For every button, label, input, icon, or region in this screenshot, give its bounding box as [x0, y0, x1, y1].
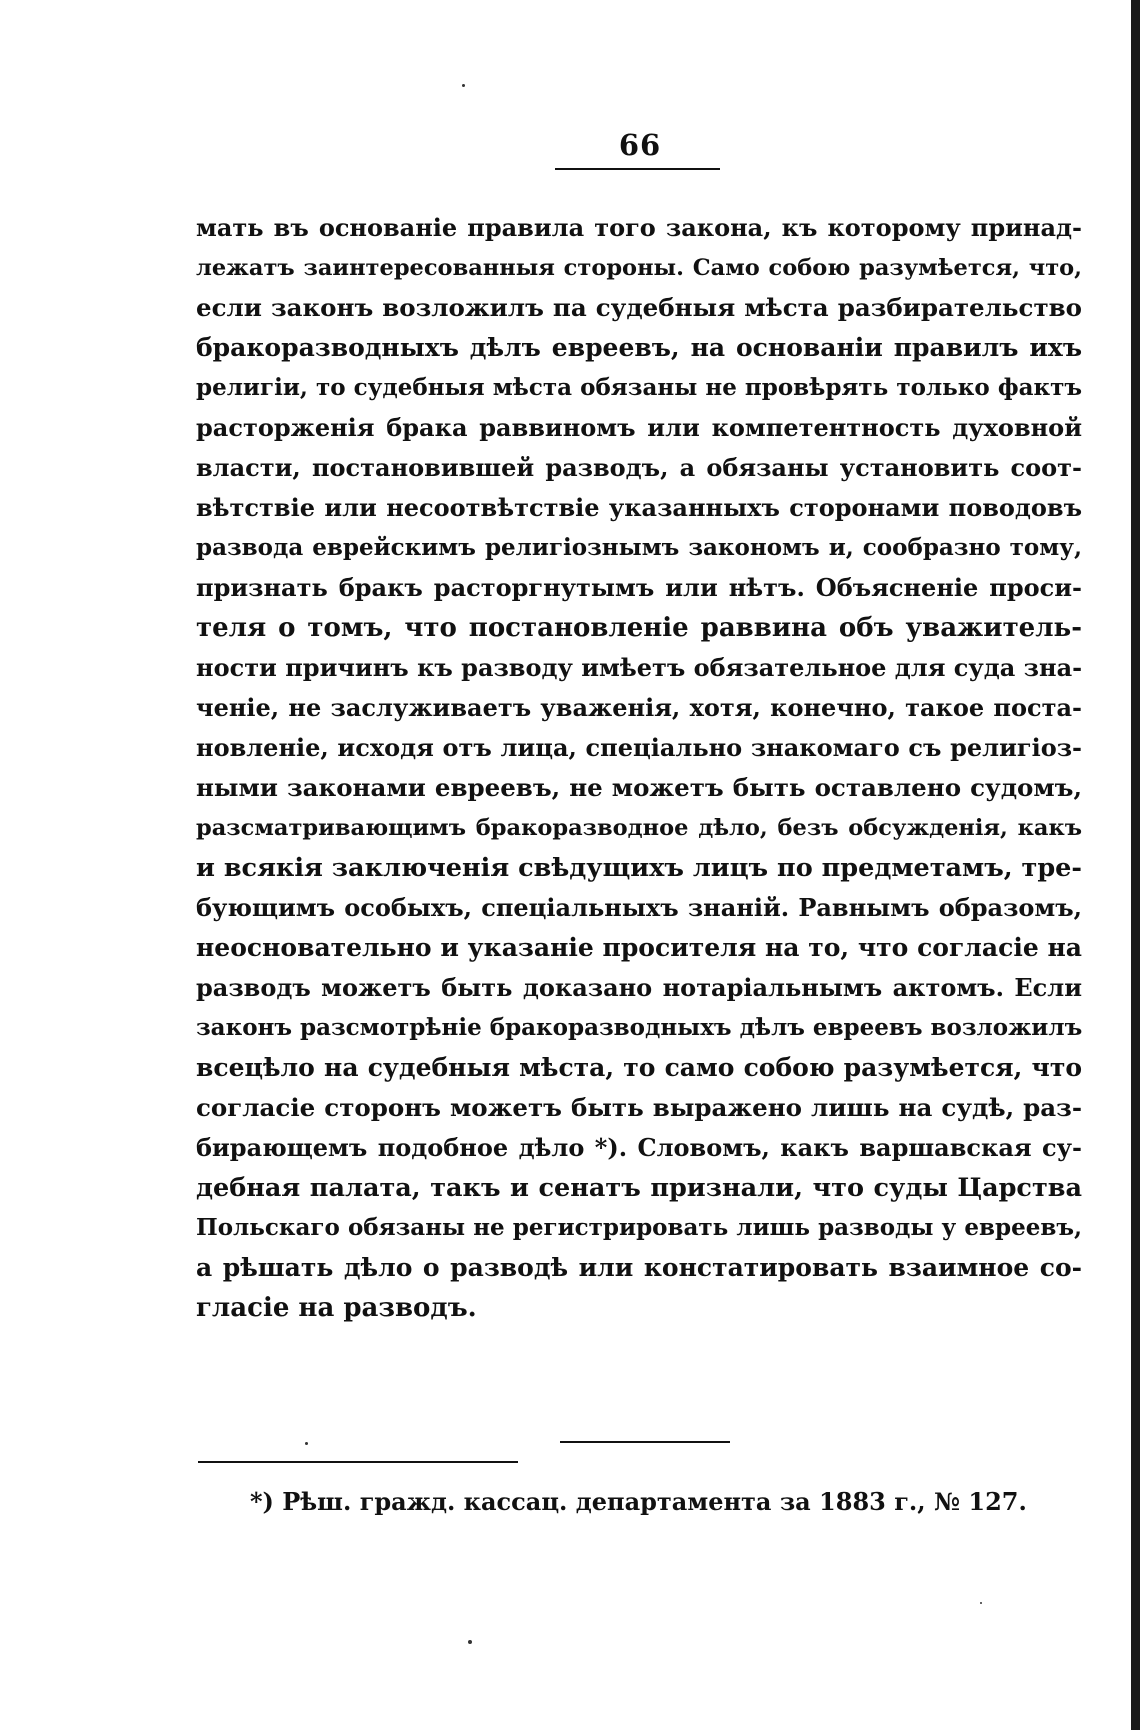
- text-line: вѣтствіе или несоотвѣтствіе указанныхъ сторонами поводовъ: [196, 493, 1082, 522]
- text-line: неосновательно и указаніе просителя на то, что согласіе на: [196, 933, 1082, 962]
- print-speck: [462, 84, 465, 87]
- text-line: и всякія заключенія свѣдущихъ лицъ по предметамъ, тре-: [196, 853, 1082, 883]
- text-line: расторженія брака раввиномъ или компетентность духовной: [196, 413, 1082, 442]
- text-line: дебная палата, такъ и сенатъ признали, что суды Царства: [196, 1173, 1082, 1203]
- text-line: ными законами евреевъ, не можетъ быть оставлено судомъ,: [196, 773, 1082, 802]
- text-line: мать въ основаніе правила того закона, къ которому принад-: [196, 213, 1082, 242]
- text-line: согласіе сторонъ можетъ быть выражено лишь на судѣ, раз-: [196, 1093, 1082, 1122]
- body-text: [196, 208, 1082, 1328]
- text-line-last: гласіе на разводъ.: [196, 1293, 477, 1323]
- text-line: развода еврейскимъ религіознымъ закономъ и, сообразно тому,: [196, 534, 1082, 561]
- footnote-rule: [198, 1461, 518, 1463]
- text-line: власти, постановившей разводъ, а обязаны установить соот-: [196, 453, 1082, 482]
- print-speck: [468, 1640, 472, 1644]
- print-speck: [980, 1602, 982, 1604]
- text-line: всецѣло на судебныя мѣста, то само собою разумѣется, что: [196, 1053, 1082, 1082]
- text-line: бующимъ особыхъ, спеціальныхъ знаній. Равнымъ образомъ,: [196, 893, 1082, 922]
- text-line: если законъ возложилъ па судебныя мѣста разбирательство: [196, 293, 1082, 322]
- print-speck: [305, 1442, 308, 1445]
- text-line: новленіе, исходя отъ лица, спеціально знакомаго съ религіоз-: [196, 733, 1082, 762]
- text-line: бирающемъ подобное дѣло *). Словомъ, какъ варшавская су-: [196, 1133, 1082, 1162]
- text-line: теля о томъ, что постановленіе раввина объ уважитель-: [196, 613, 1082, 643]
- text-line: бракоразводныхъ дѣлъ евреевъ, на основаніи правилъ ихъ: [196, 333, 1082, 362]
- text-line: разсматривающимъ бракоразводное дѣло, безъ обсужденія, какъ: [196, 815, 1082, 841]
- page-number: 66: [618, 128, 662, 162]
- text-line: законъ разсмотрѣніе бракоразводныхъ дѣлъ евреевъ возложилъ: [196, 1014, 1082, 1041]
- text-line: а рѣшать дѣло о разводѣ или констатировать взаимное со-: [196, 1253, 1082, 1282]
- text-line: религіи, то судебныя мѣста обязаны не провѣрять только фактъ: [196, 374, 1082, 401]
- page-edge: [1131, 0, 1140, 1730]
- text-line: ченіе, не заслуживаетъ уваженія, хотя, конечно, такое поста-: [196, 693, 1082, 722]
- text-line: ности причинъ къ разводу имѣетъ обязательное для суда зна-: [196, 653, 1082, 682]
- text-line: признать бракъ расторгнутымъ или нѣтъ. Объясненіе проси-: [196, 573, 1082, 602]
- text-line: лежатъ заинтересованныя стороны. Само собою разумѣется, что,: [196, 255, 1082, 281]
- footnote: *) Рѣш. гражд. кассац. департамента за 1883 г., № 127.: [250, 1487, 1027, 1516]
- text-line: Польскаго обязаны не регистрировать лишь разводы у евреевъ,: [196, 1214, 1082, 1241]
- text-line: разводъ можетъ быть доказано нотаріальнымъ актомъ. Если: [196, 973, 1082, 1002]
- header-rule: [555, 168, 720, 170]
- section-rule: [560, 1441, 730, 1443]
